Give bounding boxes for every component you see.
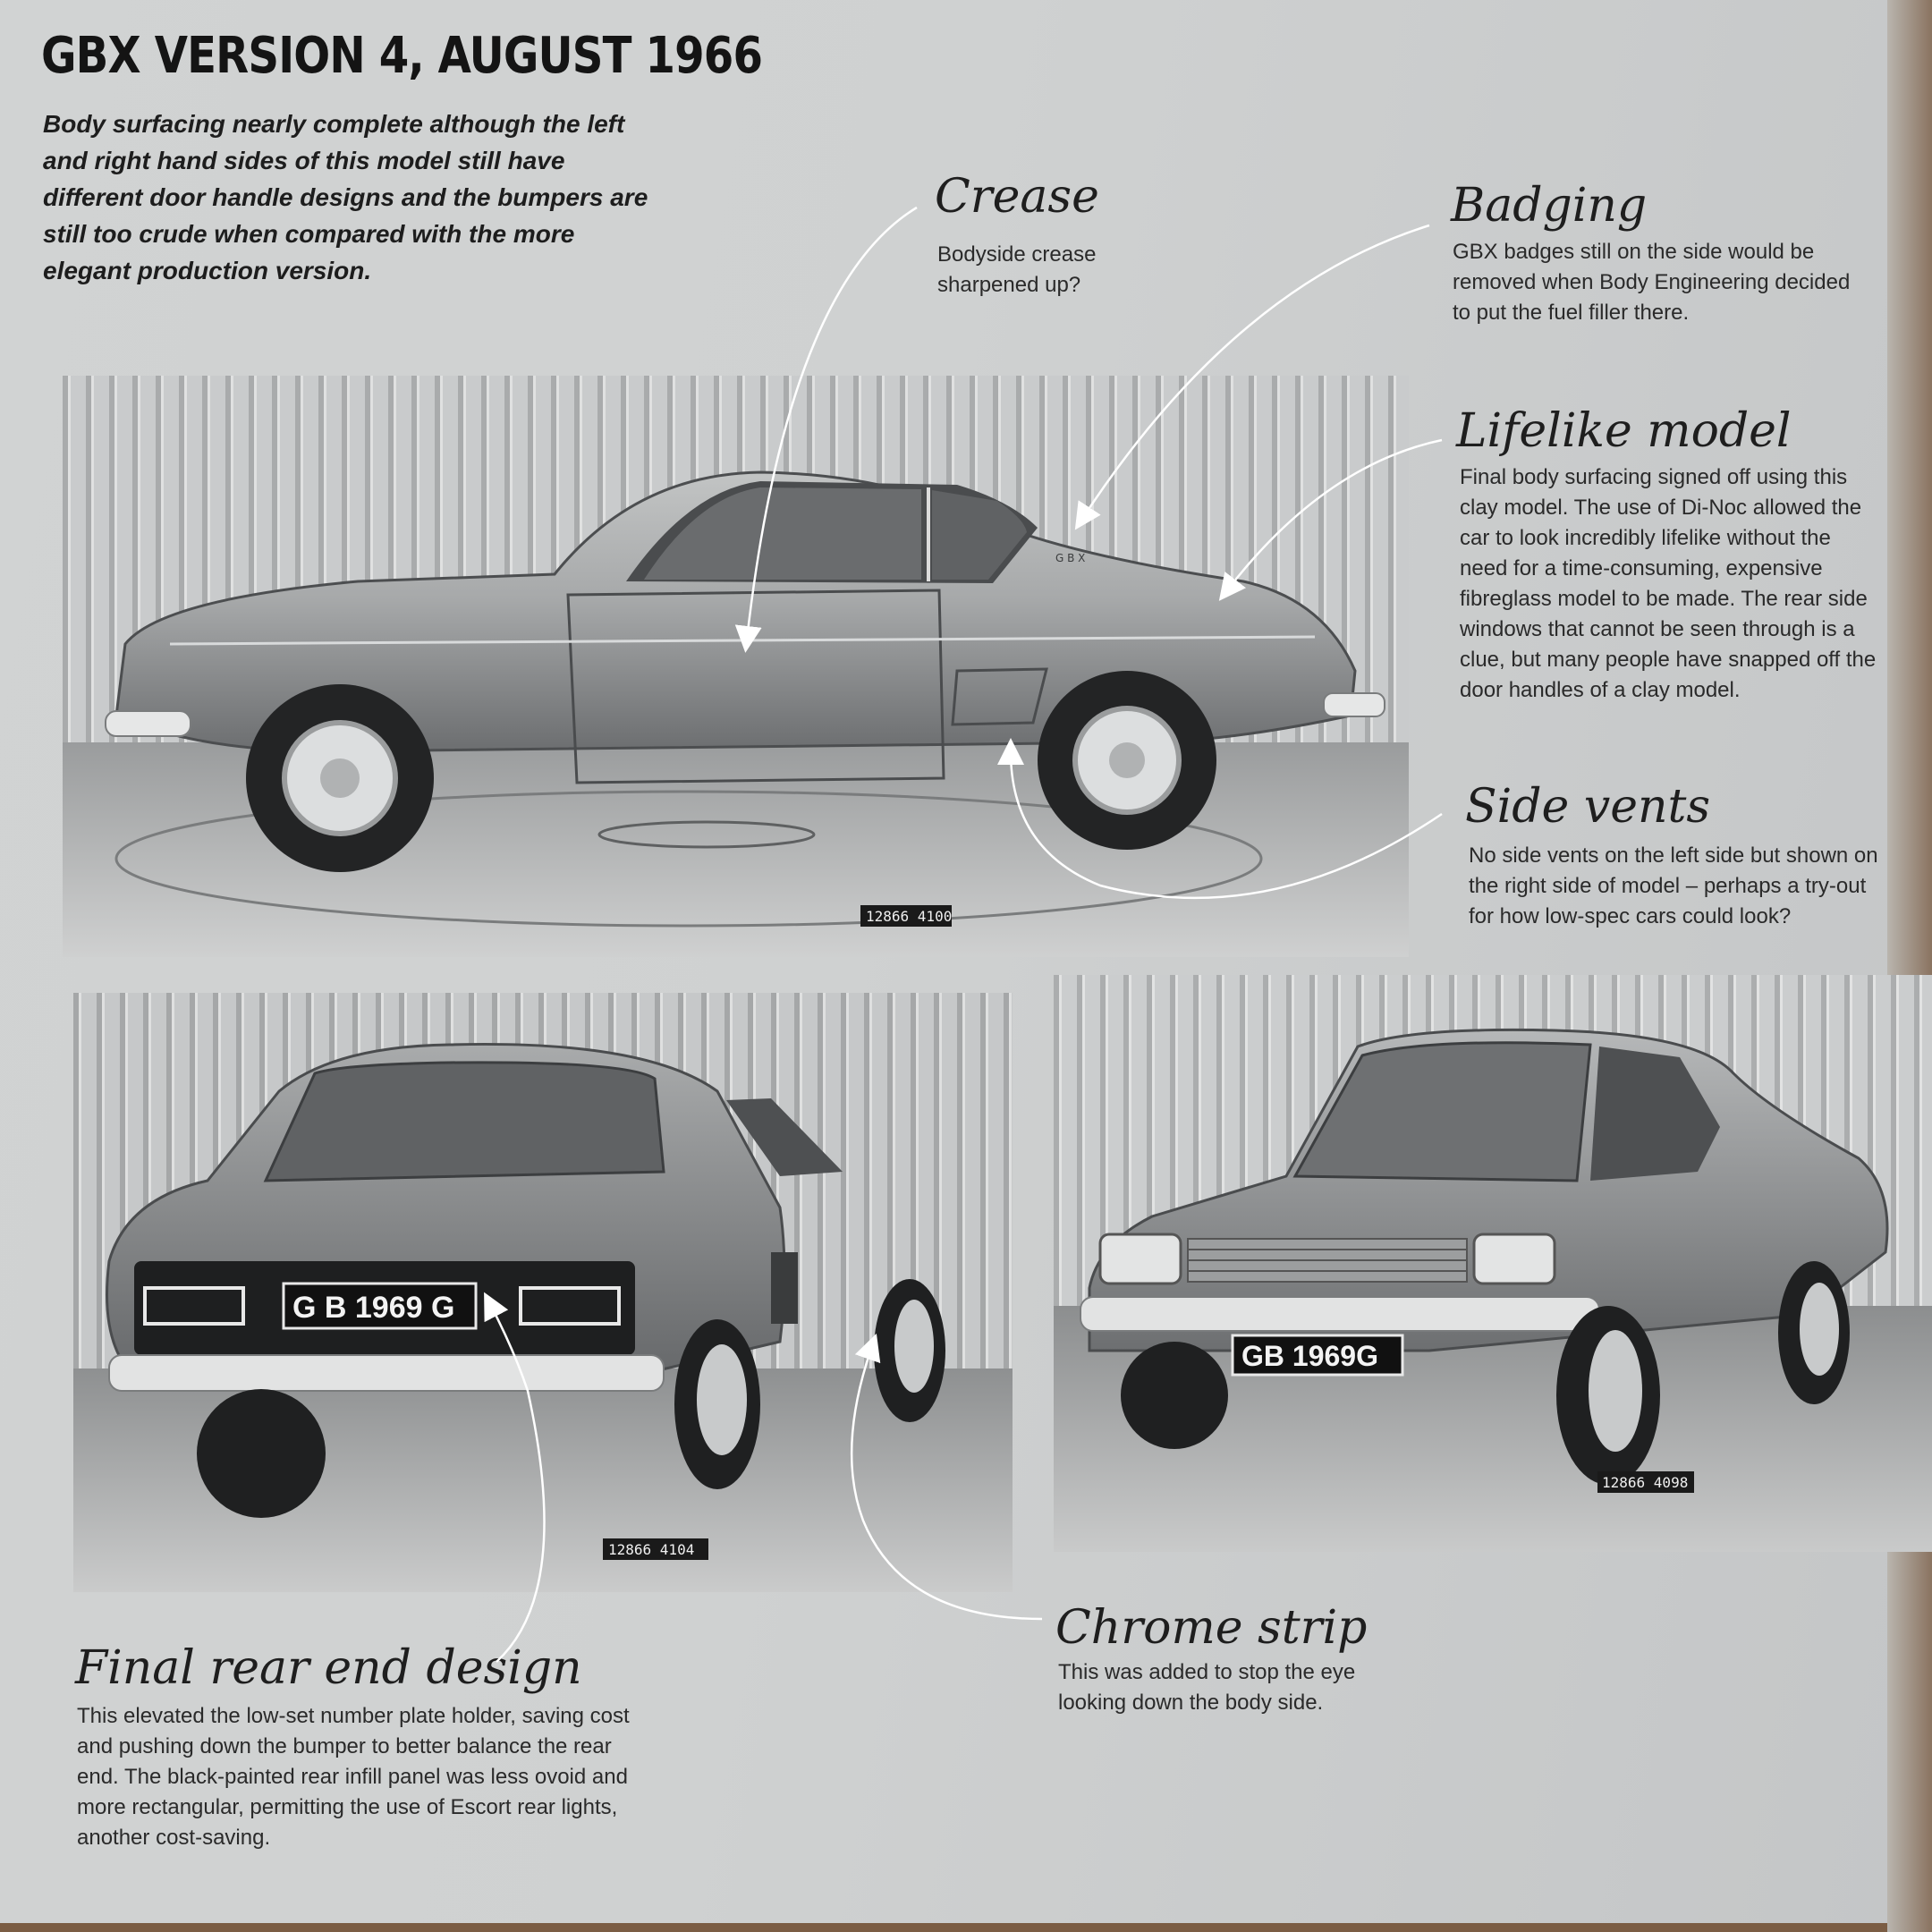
rear-end-heading: Final rear end design <box>75 1641 582 1695</box>
chrome-strip-text: This was added to stop the eye looking down the body side. <box>1058 1660 1356 1715</box>
rear-end-text: This elevated the low-set number plate holder, saving cost and pushing down the bumper to better balance the rear end. The black-painted rear infill panel was less ovoid and more rectangular, permitting the use of Escort rear lights, another cost-saving. <box>77 1704 630 1850</box>
crease-heading: Crease <box>935 170 1099 224</box>
page-edge <box>1887 0 1932 1932</box>
chrome-strip-heading: Chrome strip <box>1055 1601 1368 1655</box>
badging-text: GBX badges still on the side would be removed when Body Engineering decided to put the fuel filler there. <box>1453 240 1851 325</box>
intro-paragraph: Body surfacing nearly complete although the left and right hand sides of this model still have different door handle designs and the bumpers are still too crude when compared with the more elegant production version. <box>43 110 648 284</box>
side-vents-text: No side vents on the left side but shown on the right side of model – perhaps a try-out for how low-spec cars could look? <box>1469 843 1878 928</box>
front-photo-ref-number: 12866 4098 <box>1602 1474 1689 1491</box>
rear-number-plate: G B 1969 G <box>292 1291 455 1325</box>
side-view-photo <box>63 376 1409 957</box>
side-vents-heading: Side vents <box>1465 780 1711 834</box>
front-view-photo <box>1054 975 1932 1552</box>
side-photo-ref-number: 12866 4100 <box>866 908 953 925</box>
rear-photo-ref-number: 12866 4104 <box>608 1541 695 1558</box>
lifelike-heading: Lifelike model <box>1456 404 1792 458</box>
rear-view-photo <box>73 993 1013 1592</box>
front-number-plate: GB 1969G <box>1241 1340 1378 1372</box>
page-title: GBX VERSION 4, AUGUST 1966 <box>41 27 763 85</box>
badging-heading: Badging <box>1451 179 1648 233</box>
lifelike-text: Final body surfacing signed off using this clay model. The use of Di-Noc allowed the car to look incredibly lifelike without the need for a time-consuming, expensive fibreglass model to be made. The rear side windows that cannot be seen through is a clue, but many people have snapped off the door handles of a clay model. <box>1460 465 1877 702</box>
crease-text: Bodyside crease sharpened up? <box>937 242 1097 297</box>
gbx-badge: G B X <box>1055 552 1086 564</box>
